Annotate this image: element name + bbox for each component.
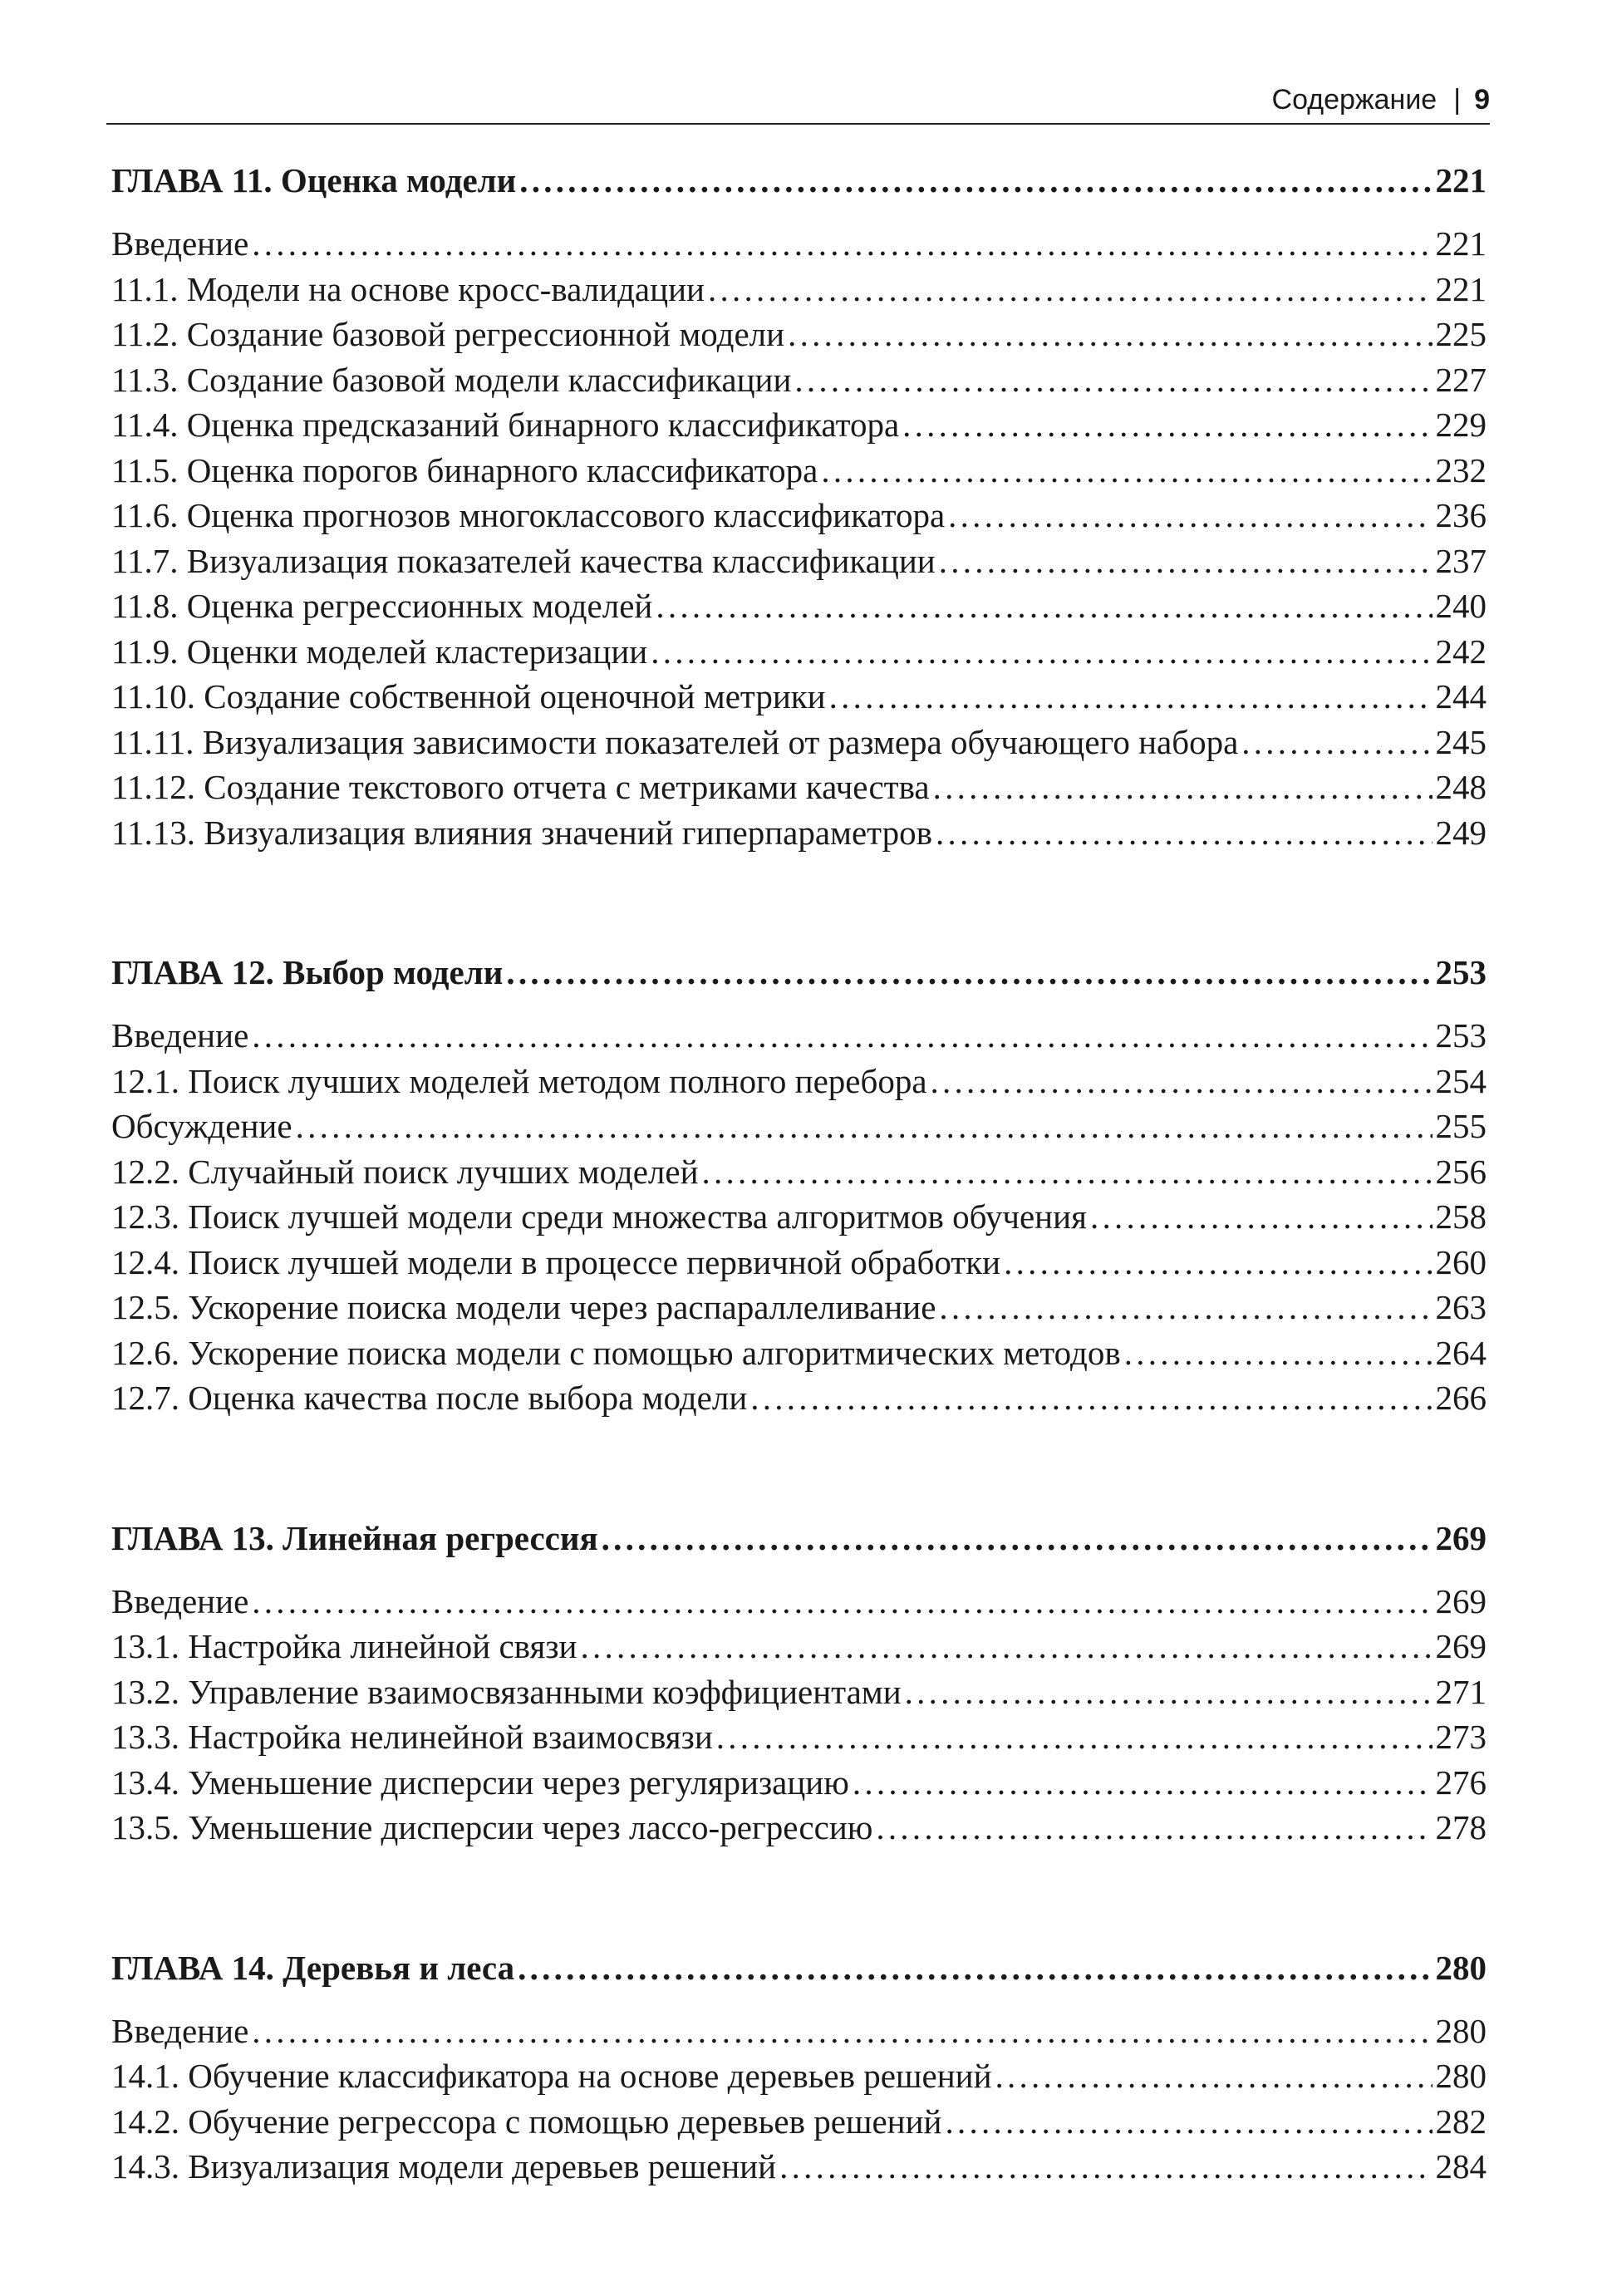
toc-entry-page: 271 [1435, 1672, 1487, 1711]
toc-chapter [111, 1945, 1487, 2190]
toc-entry-page: 240 [1435, 587, 1487, 625]
toc-chapter-title: ГЛАВА 12. Выбор модели [111, 953, 504, 991]
toc-chapter-page: 269 [1435, 1518, 1487, 1557]
toc-dot-leader [853, 1760, 1433, 1806]
toc-chapter-page: 221 [1435, 161, 1487, 199]
toc-entry-title: 14.3. Визуализация модели деревьев решений [111, 2147, 777, 2185]
toc-entry [111, 1059, 1487, 1104]
toc-entry [111, 583, 1487, 629]
toc-dot-leader [651, 629, 1432, 675]
toc-entry-page: 245 [1435, 722, 1487, 761]
toc-dot-leader [936, 810, 1433, 856]
toc-entry [111, 1149, 1487, 1195]
toc-entry-title: 11.5. Оценка порогов бинарного классификатора [111, 450, 818, 489]
toc-entry [111, 1714, 1487, 1760]
toc-chapter-title: ГЛАВА 11. Оценка модели [111, 161, 517, 199]
running-head-page-number: 9 [1474, 84, 1490, 116]
toc-entry-page: 263 [1435, 1288, 1487, 1326]
toc-entry [111, 1285, 1487, 1330]
toc-entry [111, 1240, 1487, 1286]
toc-dot-leader [779, 2144, 1432, 2190]
toc-entry [111, 2144, 1487, 2190]
toc-chapter-heading [111, 1516, 1487, 1561]
toc-entry-page: 273 [1435, 1718, 1487, 1756]
toc-entry-page: 221 [1435, 269, 1487, 308]
toc-entry [111, 2008, 1487, 2054]
toc-dot-leader [252, 1579, 1432, 1625]
toc-entry [111, 493, 1487, 538]
toc-entry-page: 242 [1435, 632, 1487, 671]
running-head-title: Содержание [1271, 84, 1437, 116]
toc-entry [111, 538, 1487, 584]
toc-entry-title: Введение [111, 1016, 249, 1055]
toc-dot-leader [716, 1714, 1433, 1760]
toc-entry-page: 249 [1435, 813, 1487, 852]
toc-entry-title: 11.10. Создание собственной оценочной метрики [111, 677, 826, 715]
toc-dot-leader [995, 2053, 1433, 2099]
toc-dot-leader [829, 674, 1433, 720]
toc-dot-leader [933, 765, 1433, 810]
toc-entry-title: 12.3. Поиск лучшей модели среди множества алгоритмов обучения [111, 1197, 1087, 1236]
toc-entry-page: 237 [1435, 541, 1487, 580]
toc-dot-leader [788, 312, 1432, 357]
toc-entry [111, 402, 1487, 448]
toc-entry-page: 282 [1435, 2102, 1487, 2141]
toc-entry [111, 1194, 1487, 1240]
toc-dot-leader [1241, 720, 1432, 765]
toc-entry [111, 1330, 1487, 1376]
toc-dot-leader [656, 583, 1432, 629]
toc-chapter [111, 158, 1487, 855]
toc-dot-leader [1090, 1194, 1433, 1240]
toc-entry-title: 11.8. Оценка регрессионных моделей [111, 587, 653, 625]
toc-entry-title: 11.7. Визуализация показателей качества классификации [111, 541, 936, 580]
toc-chapter-page: 280 [1435, 1948, 1487, 1987]
table-of-contents [111, 158, 1487, 2190]
toc-dot-leader [1004, 1240, 1432, 1286]
toc-entry [111, 2053, 1487, 2099]
toc-entry-title: 13.2. Управление взаимосвязанными коэффициентами [111, 1672, 902, 1711]
toc-entry-title: 13.4. Уменьшение дисперсии через регуляризацию [111, 1763, 849, 1802]
toc-chapter-page: 253 [1435, 953, 1487, 991]
toc-entry-page: 276 [1435, 1763, 1487, 1802]
toc-chapter-heading [111, 1945, 1487, 1990]
toc-entry-page: 278 [1435, 1808, 1487, 1846]
toc-dot-leader [252, 221, 1432, 267]
toc-dot-leader [252, 2008, 1432, 2054]
toc-entry [111, 1669, 1487, 1715]
toc-entry-page: 253 [1435, 1016, 1487, 1055]
toc-entry [111, 1760, 1487, 1806]
toc-entry [111, 1375, 1487, 1421]
toc-dot-leader [948, 493, 1432, 538]
toc-chapter-heading [111, 158, 1487, 203]
toc-entry-title: 11.11. Визуализация зависимости показателей от размера обучающего набора [111, 722, 1239, 761]
toc-entry [111, 765, 1487, 810]
toc-entry-page: 284 [1435, 2147, 1487, 2185]
toc-entry-title: Введение [111, 224, 249, 263]
toc-dot-leader [506, 950, 1432, 995]
toc-entry-title: Введение [111, 1581, 249, 1620]
toc-entry-title: Введение [111, 2011, 249, 2050]
running-head-separator: | [1453, 84, 1462, 116]
toc-entry [111, 1013, 1487, 1059]
toc-entry-title: 12.4. Поиск лучшей модели в процессе первичной обработки [111, 1242, 1001, 1281]
toc-entry-page: 236 [1435, 496, 1487, 534]
toc-entry [111, 2099, 1487, 2145]
toc-dot-leader [821, 448, 1432, 494]
toc-dot-leader [702, 1149, 1433, 1195]
toc-entry [111, 448, 1487, 494]
toc-entry-page: 269 [1435, 1581, 1487, 1620]
toc-dot-leader [708, 267, 1433, 312]
toc-entry-title: 11.9. Оценки моделей кластеризации [111, 632, 648, 671]
toc-chapter [111, 1516, 1487, 1851]
toc-entry [111, 357, 1487, 403]
toc-entry-title: 13.3. Настройка нелинейной взаимосвязи [111, 1718, 713, 1756]
toc-chapter-title: ГЛАВА 14. Деревья и леса [111, 1948, 515, 1987]
toc-entry-page: 280 [1435, 2057, 1487, 2095]
toc-dot-leader [905, 1669, 1433, 1715]
toc-entry [111, 1624, 1487, 1669]
toc-chapter [111, 950, 1487, 1421]
toc-chapter-title: ГЛАВА 13. Линейная регрессия [111, 1518, 598, 1557]
toc-entry-title: 12.5. Ускорение поиска модели через распараллеливание [111, 1288, 936, 1326]
toc-entry [111, 267, 1487, 312]
toc-entry-title: 13.1. Настройка линейной связи [111, 1627, 577, 1665]
toc-dot-leader [931, 1059, 1433, 1104]
toc-entry-title: 11.6. Оценка прогнозов многоклассового классификатора [111, 496, 946, 534]
toc-entry-page: 221 [1435, 224, 1487, 263]
toc-entry [111, 810, 1487, 856]
toc-entry-title: 12.1. Поиск лучших моделей методом полного перебора [111, 1061, 927, 1100]
toc-entry-page: 248 [1435, 768, 1487, 806]
toc-entry-page: 269 [1435, 1627, 1487, 1665]
toc-dot-leader [518, 1945, 1432, 1990]
toc-entry [111, 1579, 1487, 1625]
toc-entry-title: 12.7. Оценка качества после выбора модели [111, 1379, 748, 1417]
toc-entry [111, 629, 1487, 675]
toc-entry [111, 674, 1487, 720]
toc-dot-leader [939, 538, 1433, 584]
toc-entry-page: 255 [1435, 1107, 1487, 1145]
toc-entry [111, 1805, 1487, 1851]
toc-entry-title: 14.2. Обучение регрессора с помощью деревьев решений [111, 2102, 942, 2141]
toc-entry-page: 256 [1435, 1152, 1487, 1191]
toc-dot-leader [794, 357, 1432, 403]
toc-dot-leader [602, 1516, 1433, 1561]
toc-entry-title: 11.4. Оценка предсказаний бинарного классификатора [111, 406, 900, 444]
toc-entry-title: 11.13. Визуализация влияния значений гиперпараметров [111, 813, 932, 852]
running-head-text [1272, 83, 1490, 116]
toc-dot-leader [252, 1013, 1432, 1059]
toc-dot-leader [296, 1104, 1433, 1149]
toc-dot-leader [946, 2099, 1433, 2145]
toc-dot-leader [519, 158, 1432, 203]
toc-entry-page: 254 [1435, 1061, 1487, 1100]
toc-entry-page: 232 [1435, 450, 1487, 489]
toc-entry-title: 11.1. Модели на основе кросс-валидации [111, 269, 705, 308]
toc-dot-leader [939, 1285, 1432, 1330]
toc-entry-title: 12.6. Ускорение поиска модели с помощью алгоритмических методов [111, 1333, 1121, 1372]
toc-entry [111, 1104, 1487, 1149]
toc-entry-title: 13.5. Уменьшение дисперсии через лассо-регрессию [111, 1808, 873, 1846]
toc-entry-page: 258 [1435, 1197, 1487, 1236]
toc-entry-title: 11.12. Создание текстового отчета с метриками качества [111, 768, 930, 806]
toc-entry-title: 12.2. Случайный поиск лучших моделей [111, 1152, 699, 1191]
toc-entry-page: 280 [1435, 2011, 1487, 2050]
toc-chapter-heading [111, 950, 1487, 995]
toc-entry-page: 225 [1435, 315, 1487, 353]
toc-dot-leader [581, 1624, 1433, 1669]
toc-dot-leader [750, 1375, 1432, 1421]
toc-entry-title: 11.3. Создание базовой модели классификации [111, 360, 792, 399]
toc-entry-title: 14.1. Обучение классификатора на основе деревьев решений [111, 2057, 992, 2095]
toc-entry-page: 244 [1435, 677, 1487, 715]
toc-entry-page: 227 [1435, 360, 1487, 399]
toc-entry-title: Обсуждение [111, 1107, 292, 1145]
toc-dot-leader [1124, 1330, 1433, 1376]
toc-entry [111, 720, 1487, 765]
toc-entry-page: 229 [1435, 406, 1487, 444]
toc-entry [111, 221, 1487, 267]
running-head [106, 83, 1490, 125]
toc-entry-page: 264 [1435, 1333, 1487, 1372]
toc-dot-leader [902, 402, 1432, 448]
toc-entry [111, 312, 1487, 357]
toc-entry-page: 260 [1435, 1242, 1487, 1281]
toc-entry-title: 11.2. Создание базовой регрессионной модели [111, 315, 785, 353]
toc-dot-leader [876, 1805, 1432, 1851]
toc-entry-page: 266 [1435, 1379, 1487, 1417]
